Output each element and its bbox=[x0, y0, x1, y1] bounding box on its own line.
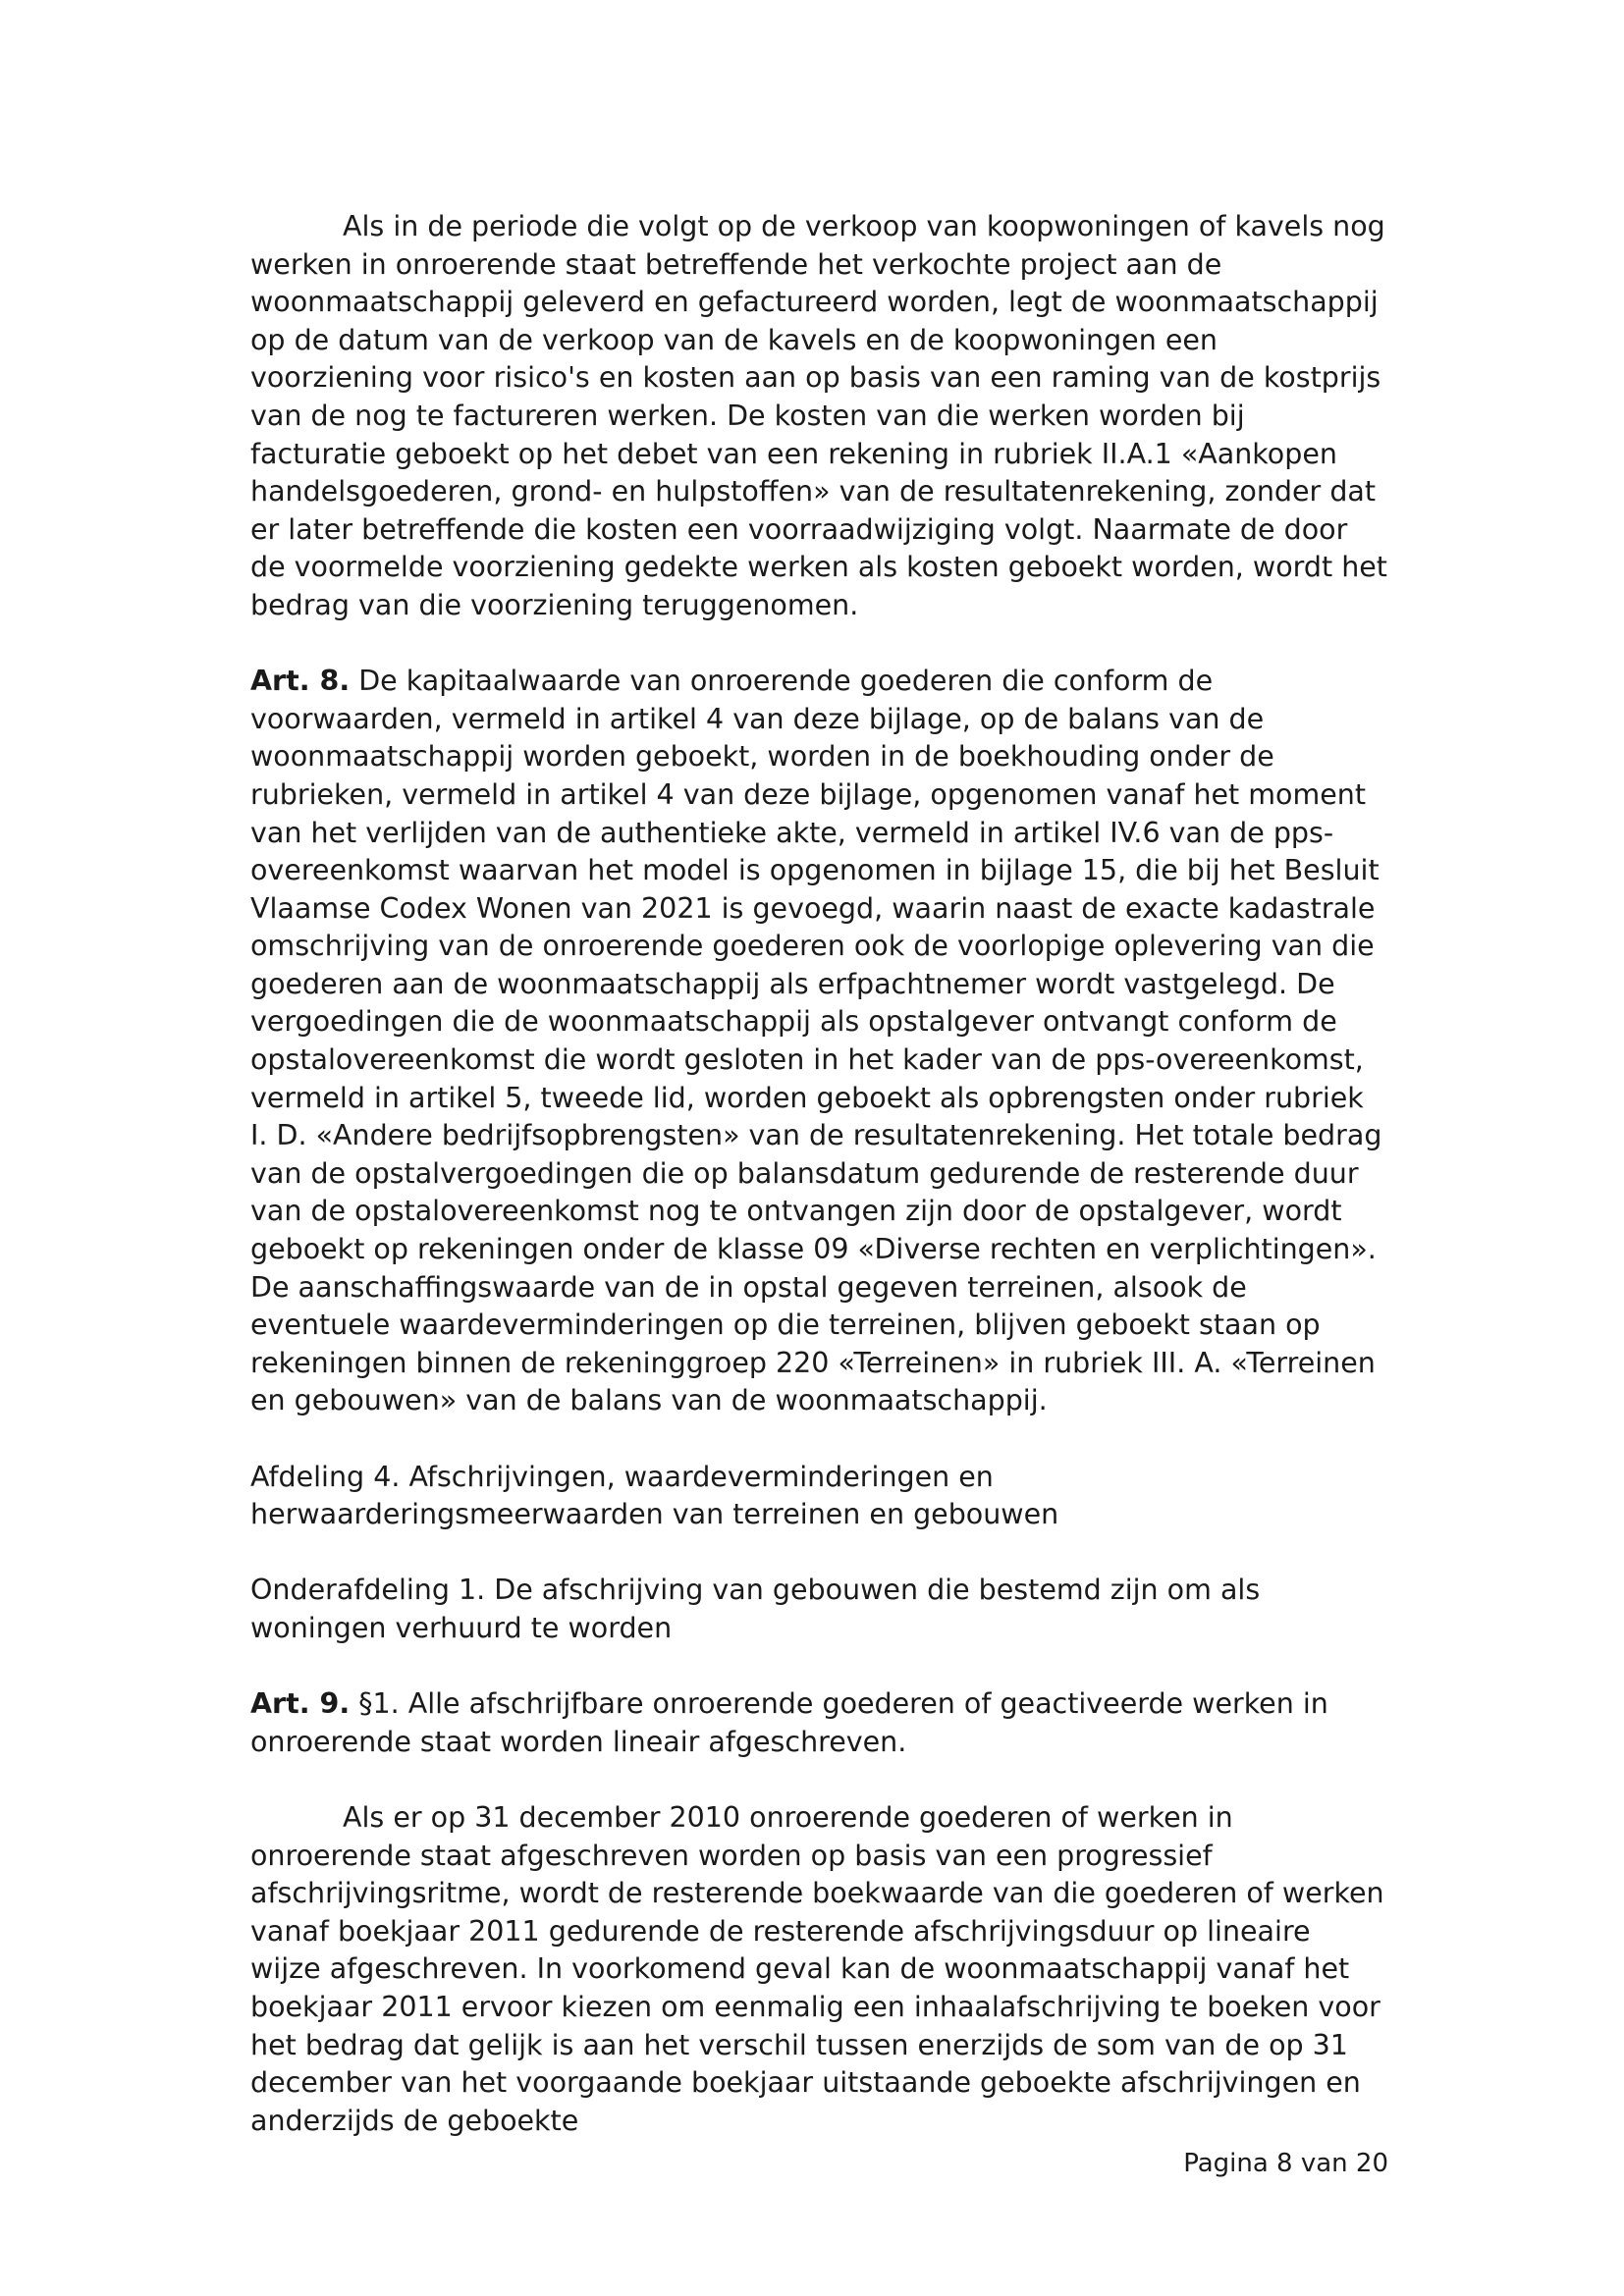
article-8 bbox=[250, 663, 1387, 1420]
article-9 bbox=[250, 1685, 1387, 1761]
paragraph-verkoop-koopwoningen bbox=[250, 208, 1387, 625]
section-heading-text: Afdeling 4. Afschrijvingen, waardeverminderingen en herwaarderingsmeerwaarden van terreinen en gebouwen bbox=[250, 1460, 1059, 1531]
document-body bbox=[250, 208, 1387, 2140]
paragraph-afschrijvingsritme bbox=[250, 1799, 1387, 2140]
subsection-heading-onderafdeling-1 bbox=[250, 1572, 1387, 1647]
article-label: Art. 9. bbox=[250, 1687, 351, 1721]
section-heading-afdeling-4 bbox=[250, 1459, 1387, 1534]
paragraph-text: Als er op 31 december 2010 onroerende goederen of werken in onroerende staat afgeschreven worden op basis van een progressief afschrijvingsritme, wordt de resterende boekwaarde van die goederen of werken vanaf boekjaar 2011 gedurende de resterende afschrijvingsduur op lineaire wijze afgeschreven. In voorkomend geval kan de woonmaatschappij vanaf het boekjaar 2011 ervoor kiezen om eenmalig een inhaalafschrijving te boeken voor het bedrag dat gelijk is aan het verschil tussen enerzijds de som van de op 31 december van het voorgaande boekjaar uitstaande geboekte afschrijvingen en anderzijds de geboekte bbox=[250, 1800, 1384, 2137]
page-number: Pagina 8 van 20 bbox=[1183, 2149, 1388, 2178]
paragraph-text: Als in de periode die volgt op de verkoop van koopwoningen of kavels nog werken in onroerende staat betreffende het verkochte project aan de woonmaatschappij geleverd en gefactureerd worden, legt de woonmaatschappij op de datum van de verkoop van de kavels en de koopwoningen een voorziening voor risico's en kosten aan op basis van een raming van de kostprijs van de nog te factureren werken. De kosten van die werken worden bij facturatie geboekt op het debet van een rekening in rubriek II.A.1 «Aankopen handelsgoederen, grond- en hulpstoffen» van de resultatenrekening, zonder dat er later betreffende die kosten een voorraadwijziging volgt. Naarmate de door de voormelde voorziening gedekte werken als kosten geboekt worden, wordt het bedrag van die voorziening teruggenomen. bbox=[250, 210, 1387, 621]
subsection-heading-text: Onderafdeling 1. De afschrijving van gebouwen die bestemd zijn om als woningen verhuurd te worden bbox=[250, 1574, 1261, 1644]
article-label: Art. 8. bbox=[250, 665, 351, 698]
article-text: De kapitaalwaarde van onroerende goederen die conform de voorwaarden, vermeld in artikel 4 van deze bijlage, op de balans van de woonmaatschappij worden geboekt, worden in de boekhouding onder de rubrieken, vermeld in artikel 4 van deze bijlage, opgenomen vanaf het moment van het verlijden van de authentieke akte, vermeld in artikel IV.6 van de pps-overeenkomst waarvan het model is opgenomen in bijlage 15, die bij het Besluit Vlaamse Codex Wonen van 2021 is gevoegd, waarin naast de exacte kadastrale omschrijving van de onroerende goederen ook de voorlopige oplevering van die goederen aan de woonmaatschappij als erfpachtnemer wordt vastgelegd. De vergoedingen die de woonmaatschappij als opstalgever ontvangt conform de opstalovereenkomst die wordt gesloten in het kader van de pps-overeenkomst, vermeld in artikel 5, tweede lid, worden geboekt als opbrengsten onder rubriek I. D. «Andere bedrijfsopbrengsten» van de resultatenrekening. Het totale bedrag van de opstalvergoedingen die op balansdatum gedurende de resterende duur van de opstalovereenkomst nog te ontvangen zijn door de opstalgever, wordt geboekt op rekeningen onder de klasse 09 «Diverse rechten en verplichtingen». De aanschaffingswaarde van de in opstal gegeven terreinen, alsook de eventuele waardeverminderingen op die terreinen, blijven geboekt staan op rekeningen binnen de rekeninggroep 220 «Terreinen» in rubriek III. A. «Terreinen en gebouwen» van de balans van de woonmaatschappij. bbox=[250, 665, 1382, 1417]
article-text: §1. Alle afschrijfbare onroerende goederen of geactiveerde werken in onroerende staat worden lineair afgeschreven. bbox=[250, 1687, 1328, 1758]
